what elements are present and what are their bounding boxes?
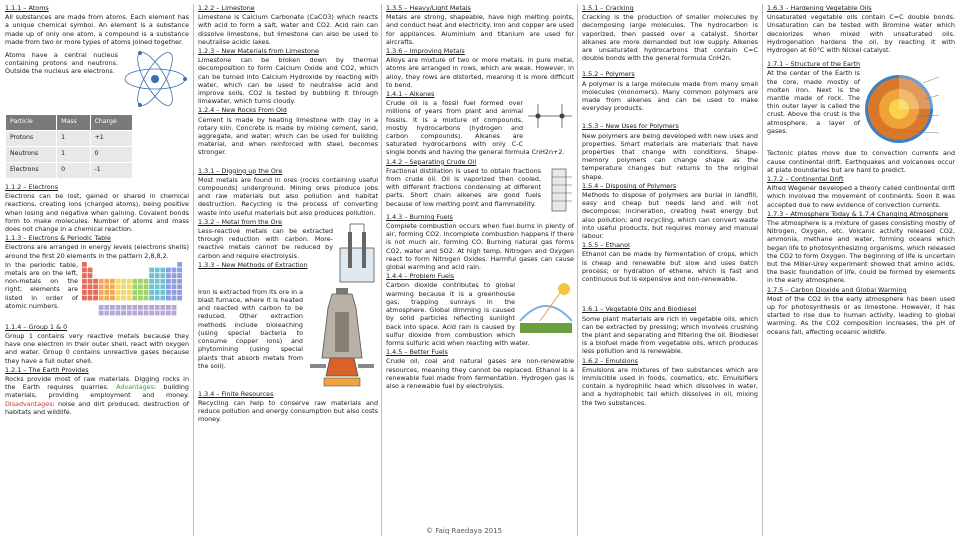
text-advantages: : building materials, providing employment and money.	[5, 383, 189, 400]
column-divider	[193, 4, 194, 536]
heading-earth-structure: 1.7.1 – Structure of the Earth	[767, 60, 861, 69]
table-cell: Neutrons	[6, 147, 57, 163]
heading-alkanes: 1.4.1 – Alkanes	[386, 90, 435, 99]
text-disposal: Methods to dispose of polymers are burial in landfill, easy and cheap but needs land and will not decompose; incineration, creating heat energy but also pollution; and recycling, which can convert waste into useful products, but requires money and manual labour.	[582, 191, 758, 241]
blast-furnace-icon	[306, 288, 378, 390]
heading-limestone: 1.2.2 – Limestone	[198, 4, 255, 12]
column-earth	[767, 4, 955, 536]
text-limestone: Limestone is Calcium Carbonate (CaCO3) which reacts with acid to form a salt, water and CO2. Acid rain can dissolve limestone, but limestone can also be used to neutralise acidic lakes.	[198, 13, 378, 46]
earth-section	[767, 69, 955, 149]
text-blast-furnace: Iron is extracted from its ore in a blast furnace, where it is heated and reacted with carbon to be reduced. Other extraction methods include bioleaching (using special bacteria to consume copper ions) and phytomining (using special plants that absorb metals from the soil).	[198, 287, 303, 370]
table-cell: Electrons	[6, 163, 57, 179]
text-recycling: Recycling can help to conserve raw materials and reduce pollution and energy consumption but also costs money.	[198, 399, 378, 424]
text-crude-oil: Crude oil is a fossil fuel formed over millions of years from plant and animal fossils. It is a mixture of compounds, mostly hydrocarbons (hydrogen and carbon compounds). Alkanes are saturated hydrocarbons with only C-C single bonds and having the general formula CnH2n+2.	[386, 99, 565, 157]
text-nucleus: Atoms have a central nucleus containing protons and neutrons. Outside the nucleus are electrons.	[5, 51, 118, 76]
particle-table	[5, 114, 133, 179]
text-tectonic-plates: Tectonic plates move due to convection currents and cause continental drift. Earthquakes and volcanoes occur at plate boundaries but are hard to predict.	[767, 149, 955, 174]
table-cell: 1	[57, 147, 90, 163]
text-wegener: Alfred Wegener developed a theory called continental drift which involved the movement of continents. Soon it was accepted due to new evidence of convection currents.	[767, 184, 955, 209]
heading-new-materials: 1.2.3 – New Materials from Limestone	[198, 47, 319, 56]
column-divider	[762, 4, 763, 536]
text-atoms: All substances are made from atoms. Each element has a unique chemical symbol. An element is a substance made up of only one atom, a compound is a substance made from two or more types of atoms joined together.	[5, 13, 189, 46]
heading-finite-resources: 1.3.4 – Finite Resources	[198, 389, 274, 398]
table-cell: 1	[57, 131, 90, 147]
heading-digging-ore: 1.3.1 – Digging up the Ore	[198, 166, 283, 175]
table-header-cell: Charge	[90, 115, 132, 131]
heading-group-1-0: 1.1.4 – Group 1 & 0	[5, 322, 68, 331]
column-divider	[381, 4, 382, 536]
text-cement: Cement is made by heating limestone with clay in a rotary kiln. Concrete is made by mixing cement, sand, aggregate, and water; which can be used for building material, and when reinforced with steel, becomes stronger.	[198, 115, 378, 157]
heading-co2-global-warming: 1.7.5 – Carbon Dioxide and Global Warming	[767, 285, 907, 294]
copyright-credit: © Faiq Raedaya 2015	[426, 527, 503, 535]
heading-burning-fuels: 1.4.3 – Burning Fuels	[386, 212, 453, 221]
fractionating-column-icon	[544, 167, 574, 213]
heading-problem-fuels: 1.4.4 – Problem Fuels	[386, 272, 455, 281]
heading-earth-provides: 1.2.1 – The Earth Provides	[5, 365, 89, 374]
text-disadvantages: : noise and dirt produced, destruction of habitats and wildlife.	[5, 399, 189, 416]
text-reduction: Less-reactive metals can be extracted through reduction with carbon. More-reactive metals cannot be reduced by carbon and require electrolysis.	[198, 227, 333, 260]
text-co2: Most of the CO2 in the early atmosphere has been used up for photosynthesis or as limestone. However, it has started to rise due to human activity, leading to global warming. As the CO2 composition increases, the pH of oceans fall, affecting oceanic wildlife.	[767, 294, 955, 336]
periodic-section	[5, 261, 189, 323]
text-emulsions: Emulsions are mixtures of two substances which are immiscible used in foods, cosmetics, etc. Emulsifiers contain a hydrophilic head which dissolves in water, and a hydrophobic tail which dissolves in oil, mixing the two substances.	[582, 365, 758, 407]
heading-improving-metals: 1.3.6 – Improving Metals	[386, 47, 465, 56]
heading-cracking: 1.5.1 – Cracking	[582, 4, 634, 12]
text-groups: Group 1 contains very reactive metals because they have one electron in their outer shell, react with oxygen and water. Group 0 contains unreactive gases because they have a full outer shell.	[5, 332, 189, 365]
heading-new-uses-polymers: 1.5.3 – New Uses for Polymers	[582, 122, 679, 131]
table-header-row	[6, 115, 133, 131]
heading-hardening-oils: 1.6.3 – Hardening Vegetable Oils	[767, 4, 872, 12]
text-biodiesel: Some plant materials are rich in vegetable oils, which can be extracted by pressing; which involves crushing the plant and separating and filtering the oil. Biodiesel is a biofuel made from vegetable oils, which produces less pollution and is renewable.	[582, 314, 758, 356]
periodic-table-icon	[81, 261, 189, 323]
earth-layers-icon	[863, 69, 955, 149]
text-smart-materials: New polymers are being developed with new uses and properties. Smart materials are materials that have properties that change with conditions. Shape-memory polymers can change shape as the temperature changes but returns to the original shape.	[582, 131, 758, 181]
alkanes-section	[386, 90, 574, 158]
text-decomposition: Limestone can be broken down by thermal decomposition to form Calcium Oxide and CO2, which can be turned into Calcium Hydroxide by reacting with water, which can be used to neutralise acid and improve soils. CO2 is tested by bubbling it through limewater, which turns cloudy.	[198, 56, 378, 106]
table-row	[6, 131, 133, 147]
heading-atoms: 1.1.1 – Atoms	[5, 4, 49, 12]
text-ethanol: Ethanol can be made by fermentation of crops, which is cheap and renewable but slow and uses batch process; or hydration of ethene, which is fast and continuous but is expensive and non-renewable.	[582, 250, 758, 284]
column-divider	[577, 4, 578, 536]
alkane-structure-icon	[526, 90, 574, 142]
table-row	[6, 147, 133, 163]
heading-new-rocks: 1.2.4 – New Rocks From Old	[198, 106, 287, 115]
text-earth-structure: At the center of the Earth is the core, made mostly of molten iron. Next is the mantle made of rock. The thin outer layer is called the crust. Above the crust is the atmosphere, a layer of gases.	[767, 69, 860, 135]
heading-continental-drift: 1.7.2 – Continental Drift	[767, 175, 844, 184]
heading-better-fuels: 1.4.5 – Better Fuels	[386, 348, 448, 357]
column-polymers	[582, 4, 758, 536]
blast-furnace-section	[198, 288, 378, 390]
disadvantages-label: Disadvantages	[5, 399, 53, 408]
column-atoms	[5, 4, 189, 536]
text-quarries	[5, 375, 189, 416]
table-cell: Protons	[6, 131, 57, 147]
text-hydrogenation: Unsaturated vegetable oils contain C=C double bonds. Unsaturation can be tested with Bromine water which decolorizes when mixed with unsaturated oils. Hydrogenation hardens the oil, by reacting it with Hydrogen at 60°C with Nickel catalyst.	[767, 13, 955, 55]
table-row	[6, 163, 133, 179]
heading-emulsions: 1.6.2 – Emulsions	[582, 356, 639, 365]
table-cell: 0	[90, 147, 132, 163]
text-atmosphere: The atmosphere is a mixture of gases consisting mostly of Nitrogen, Oxygen, etc. Volcanic activity released CO2, ammonia, methane and water, forming oceans which began life to photosynthesizing organisms, which released the CO2 to form Oxygen. The beginning of life is uncertain but the Miller-Urey experiment showed that amino acids, the basic foundation of life, could be formed by elements in the early atmosphere.	[767, 219, 955, 285]
table-cell: +1	[90, 131, 132, 147]
text-ores: Most metals are found in ores (rocks containing useful compounds) underground. Mining ores produce jobs and raw materials but also pollution and habitat destruction. Recycling is the process of converting waste into useful materials but also produces pollution.	[198, 175, 378, 217]
heading-ethanol: 1.5.5 – Ethanol	[582, 241, 630, 250]
problem-fuels-section	[386, 281, 574, 348]
table-header-cell: Particle	[6, 115, 57, 131]
advantages-label: Advantages	[116, 383, 154, 392]
heading-heavy-light-metals: 1.3.5 – Heavy/Light Metals	[386, 4, 471, 12]
text-cracking: Cracking is the production of smaller molecules by decomposing large molecules. The hydrocarbon is vaporized, then passed over a catalyst. Shorter alkanes are more demanded but low supply. Alkenes are unsaturated hydrocarbons that contain C=C double bonds with the general formula CnH2n.	[582, 13, 758, 63]
heading-disposing-polymers: 1.5.4 – Disposing of Polymers	[582, 181, 677, 190]
text-energy-levels: Electrons are arranged in energy levels (electrons shells) around the first 20 elements in the pattern 2,8,8,2.	[5, 243, 189, 260]
text-metals: Metals are strong, shapeable, have high melting points, and conduct heat and electricity. Iron and copper are used for appliances. Aluminium and titanium are used for aircrafts.	[386, 13, 574, 46]
heading-extraction: 1.3.3 – New Methods of Extraction	[198, 260, 308, 269]
atom-section	[5, 47, 189, 111]
distillation-section	[386, 167, 574, 213]
text-global-warming: Carbon dioxide contributes to global warming because it is a greenhouse gas, trapping sunrays in the atmosphere. Global dimming is caused by solid particles reflecting sunlight back into space. Acid rain is caused by sulfur dioxide from combustion which forms sulfuric acid when reacting with water.	[386, 281, 530, 347]
heading-separating-crude-oil: 1.4.2 – Separating Crude Oil	[386, 157, 477, 166]
heading-electrons: 1.1.2 – Electrons	[5, 183, 59, 192]
heading-metal-from-ore: 1.3.2 – Metal from the Ore	[198, 217, 283, 226]
text-electrons: Electrons can be lost, gained or shared in chemical reactions, creating ions (charged atoms), being positive when losing and negative when gaining. Covalent bonds form to make molecules. Number of atoms and mass does not change in a chemical reaction.	[5, 192, 189, 234]
heading-polymers: 1.5.2 – Polymers	[582, 70, 635, 79]
text-alloys: Alloys are mixture of two or more metals. In pure metal, atoms are arranged in rows, which are weak. However, in alloy, they rows are distorted, meaning it is more difficult to bend.	[386, 56, 574, 89]
text-renewable-fuels: Crude oil, coal and natural gases are non-renewable resources, meaning they cannot be replaced. Ethanol is a renewable fuel made from fermentation. Hydrogen gas is also a renewable fuel by electrolysis.	[386, 357, 574, 390]
atom-diagram-icon	[121, 47, 189, 111]
text-rocks: Rocks provide most of raw materials. Digging rocks in the Earth requires quarries.	[5, 375, 189, 392]
table-cell: -1	[90, 163, 132, 179]
heading-periodic-table: 1.1.3 – Electrons & Periodic Table	[5, 234, 111, 243]
heading-atmosphere: 1.7.3 – Atmosphere Today & 1.7.4 Changing Atmosphere	[767, 209, 949, 218]
table-cell: 0	[57, 163, 90, 179]
text-metals-nonmetals: In the periodic table, metals are on the left, non-metals on the right; elements are listed in order of atomic numbers.	[5, 260, 78, 310]
electrolysis-cell-icon	[336, 218, 378, 288]
column-metals-fuels	[386, 4, 574, 536]
column-limestone	[198, 4, 378, 536]
greenhouse-effect-icon	[518, 281, 574, 335]
text-combustion: Complete combustion occurs when fuel burns in plenty of air, forming CO2. Incomplete combustion happens if there is not much air, forming CO. Burning natural gas forms CO2, water and SO2. At high temp, Nitrogen and Oxygen react to form Nitrogen Oxides. Harmful gases can cause global warming and acid rain.	[386, 222, 574, 272]
text-fractional-distillation: Fractional distillation is used to obtain fractions from crude oil. Oil is vaporized then cooled, with different fractions condensing at different parts. Short chain alkenes are good fuels because of low melting point and flammability.	[386, 166, 541, 208]
heading-vegetable-oils: 1.6.1 – Vegetable Oils and Biodiesel	[582, 305, 697, 314]
extraction-section	[198, 218, 378, 288]
text-polymers: A polymer is a large molecule made from many small molecules (monomers). Many common polymers are made from alkenes and can be used to make everyday products.	[582, 79, 758, 113]
table-header-cell: Mass	[57, 115, 90, 131]
